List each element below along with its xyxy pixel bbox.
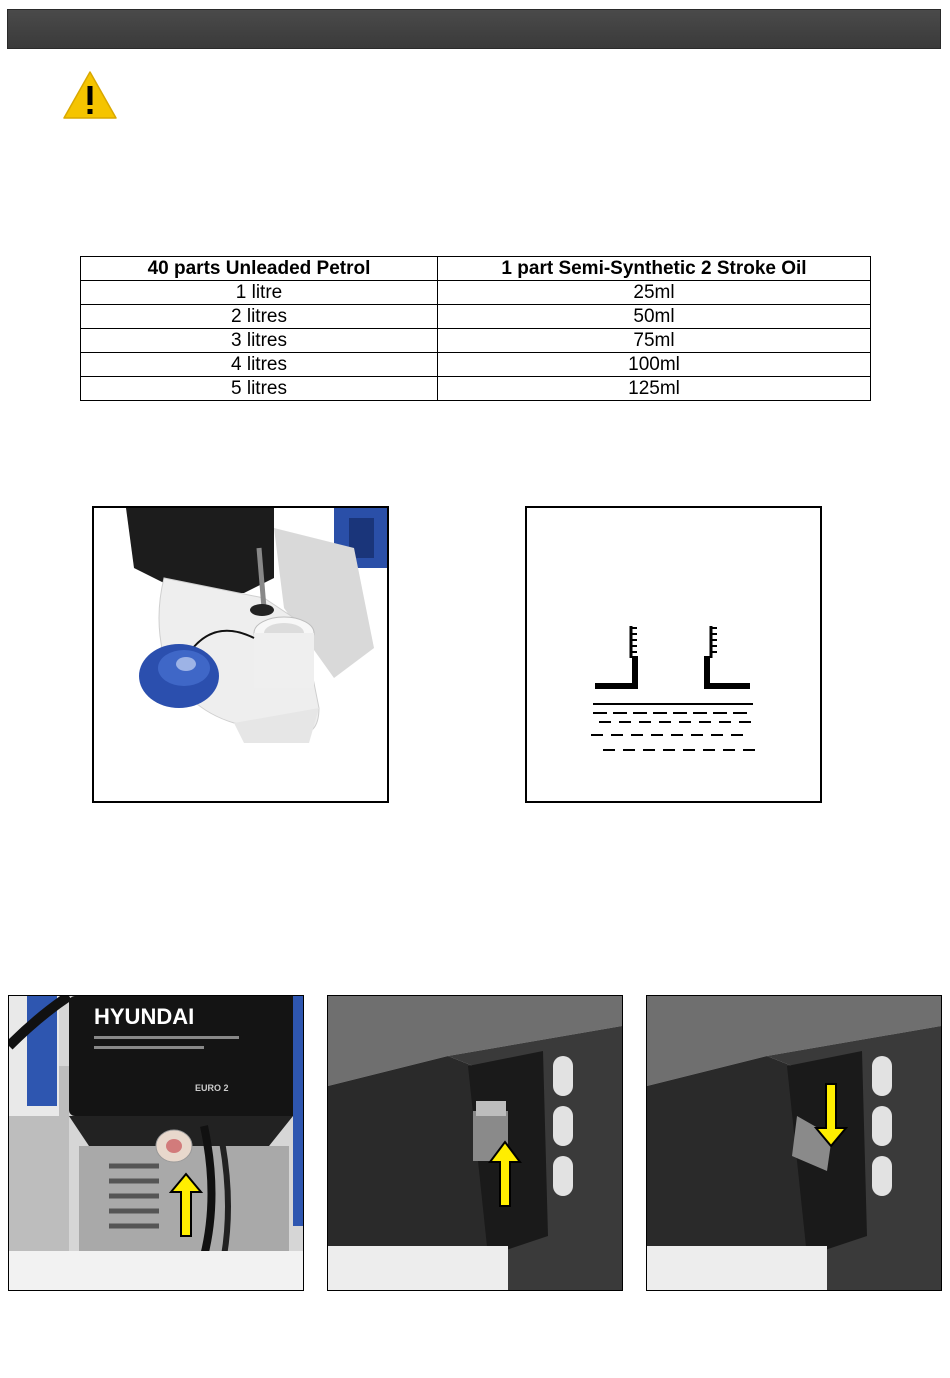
petrol-cell: 3 litres — [81, 329, 438, 353]
primer-bulb-photo — [9, 996, 303, 1290]
primer-bulb-figure — [8, 995, 304, 1291]
table-row — [81, 281, 871, 305]
fill-level-diagram-icon — [527, 508, 820, 801]
choke-down-figure — [646, 995, 942, 1291]
fuel-tank-figure — [92, 506, 389, 803]
column-header-petrol: 40 parts Unleaded Petrol — [81, 257, 438, 281]
section-header-bar — [7, 9, 941, 49]
choke-lever-up-photo — [328, 996, 622, 1290]
petrol-cell: 4 litres — [81, 353, 438, 377]
oil-cell: 75ml — [438, 329, 871, 353]
table-row — [81, 329, 871, 353]
fuel-mix-table — [80, 256, 871, 401]
oil-cell: 125ml — [438, 377, 871, 401]
oil-cell: 100ml — [438, 353, 871, 377]
euro-2-badge: EURO 2 — [195, 1083, 229, 1093]
oil-cell: 50ml — [438, 305, 871, 329]
petrol-cell: 2 litres — [81, 305, 438, 329]
column-header-oil: 1 part Semi-Synthetic 2 Stroke Oil — [438, 257, 871, 281]
fill-level-figure — [525, 506, 822, 803]
table-row — [81, 353, 871, 377]
choke-lever-down-photo — [647, 996, 941, 1290]
fuel-tank-photo — [94, 508, 387, 801]
petrol-cell: 5 litres — [81, 377, 438, 401]
table-row — [81, 305, 871, 329]
table-row — [81, 377, 871, 401]
petrol-cell: 1 litre — [81, 281, 438, 305]
table-header-row — [81, 257, 871, 281]
oil-cell: 25ml — [438, 281, 871, 305]
hyundai-logo-text: HYUNDAI — [94, 1004, 195, 1029]
warning-triangle-icon — [62, 70, 118, 120]
choke-up-figure — [327, 995, 623, 1291]
